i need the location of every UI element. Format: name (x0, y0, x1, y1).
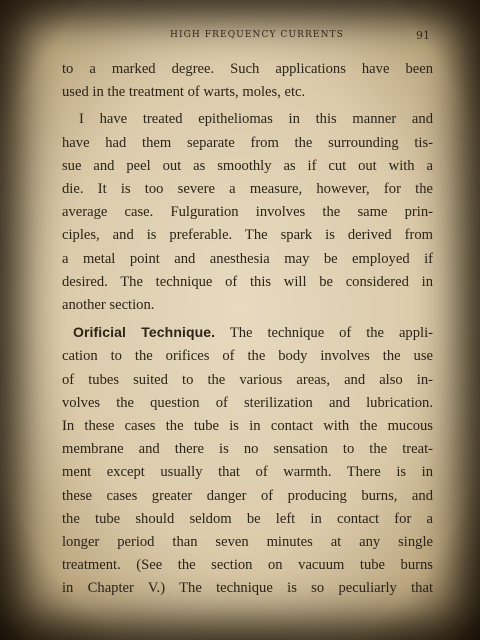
text-line: average case. Fulguration involves the same prin- (62, 204, 433, 221)
text-line: to a marked degree. Such applications have been (62, 61, 433, 77)
text-line: cation to the orifices of the body involves the use (62, 348, 433, 365)
text-line: the tube should seldom be left in contact for a (62, 510, 433, 527)
text-line: membrane and there is no sensation to the treat- (62, 441, 433, 458)
text-line: these cases greater danger of producing burns, and (62, 487, 433, 504)
paragraph-2 (62, 108, 433, 317)
paragraph-1 (62, 58, 433, 104)
text-line (62, 321, 433, 345)
text-line: die. It is too severe a measure, however, for the (62, 181, 433, 198)
text-line: in Chapter V.) The technique is so peculiarly that (62, 580, 433, 597)
text-line: In these cases the tube is in contact with the mucous (62, 418, 433, 435)
text-line: desired. The technique of this will be considered in (62, 273, 433, 290)
page-header (0, 30, 480, 46)
page-number: 91 (416, 29, 430, 42)
text-line: another section. (62, 297, 155, 314)
text-line: volves the question of sterilization and lubrication. (62, 394, 433, 411)
text-line: have had them separate from the surrounding tis- (62, 134, 433, 151)
text-line: ment except usually that of warmth. There is in (62, 464, 433, 481)
text-line: ciples, and is preferable. The spark is derived from (62, 227, 433, 244)
heading-line-rest: The technique of the appli- (229, 325, 433, 342)
text-line: sue and peel out as smoothly as if cut out with a (62, 157, 433, 174)
running-head: HIGH FREQUENCY CURRENTS (170, 30, 344, 40)
body-text (62, 58, 433, 601)
paragraph-3 (62, 321, 433, 600)
text-line: of tubes suited to the various areas, and also in- (62, 371, 433, 388)
text-line: a metal point and anesthesia may be employed if (62, 250, 433, 267)
text-line: I have treated epitheliomas in this manner and (79, 111, 433, 128)
text-line: treatment. (See the section on vacuum tube burns (62, 557, 433, 574)
section-heading: Orificial Technique. (73, 324, 216, 341)
text-line: used in the treatment of warts, moles, etc. (62, 84, 306, 101)
text-line: longer period than seven minutes at any single (62, 534, 433, 551)
